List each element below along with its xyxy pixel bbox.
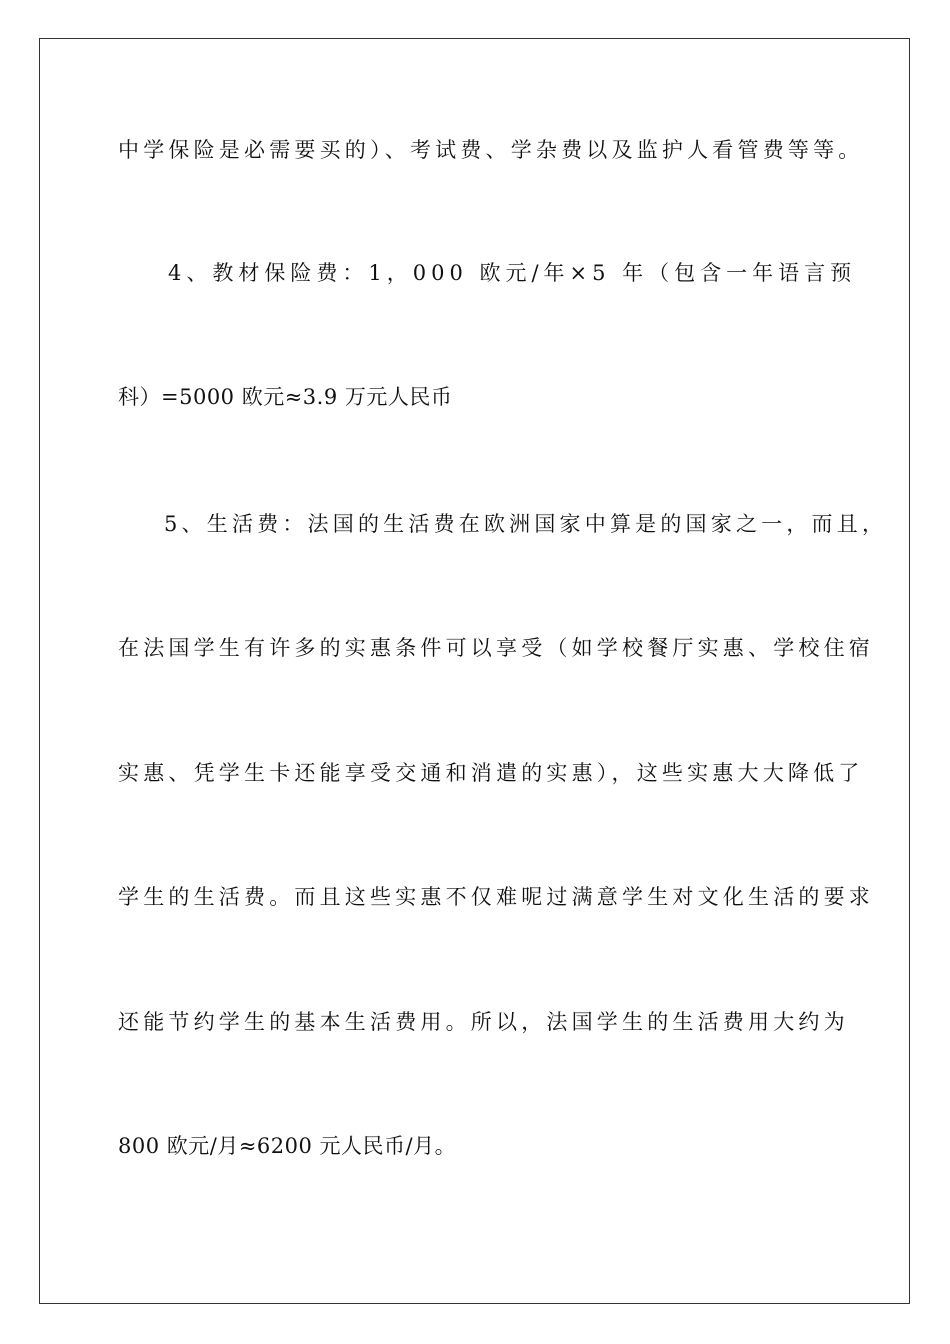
page-border [39,38,910,1304]
paragraph-line-6: 实惠、凭学生卡还能享受交通和消遣的实惠），这些实惠大大降低了 [118,761,864,785]
paragraph-line-9: 800 欧元/月≈6200 元人民币/月。 [118,1134,457,1158]
paragraph-line-8: 还能节约学生的基本生活费用。所以，法国学生的生活费用大约为 [118,1010,849,1034]
paragraph-line-2: 4、教材保险费：1，000 欧元/年×5 年（包含一年语言预 [168,261,857,285]
paragraph-line-7: 学生的生活费。而且这些实惠不仅难呢过满意学生对文化生活的要求 [118,885,874,909]
paragraph-line-3: 科）=5000 欧元≈3.9 万元人民币 [118,385,453,409]
paragraph-line-4: 5、生活费：法国的生活费在欧洲国家中算是的国家之一，而且， [164,512,888,536]
paragraph-line-5: 在法国学生有许多的实惠条件可以享受（如学校餐厅实惠、学校住宿 [118,636,874,660]
paragraph-line-1: 中学保险是必需要买的）、考试费、学杂费以及监护人看管费等等。 [118,138,864,162]
